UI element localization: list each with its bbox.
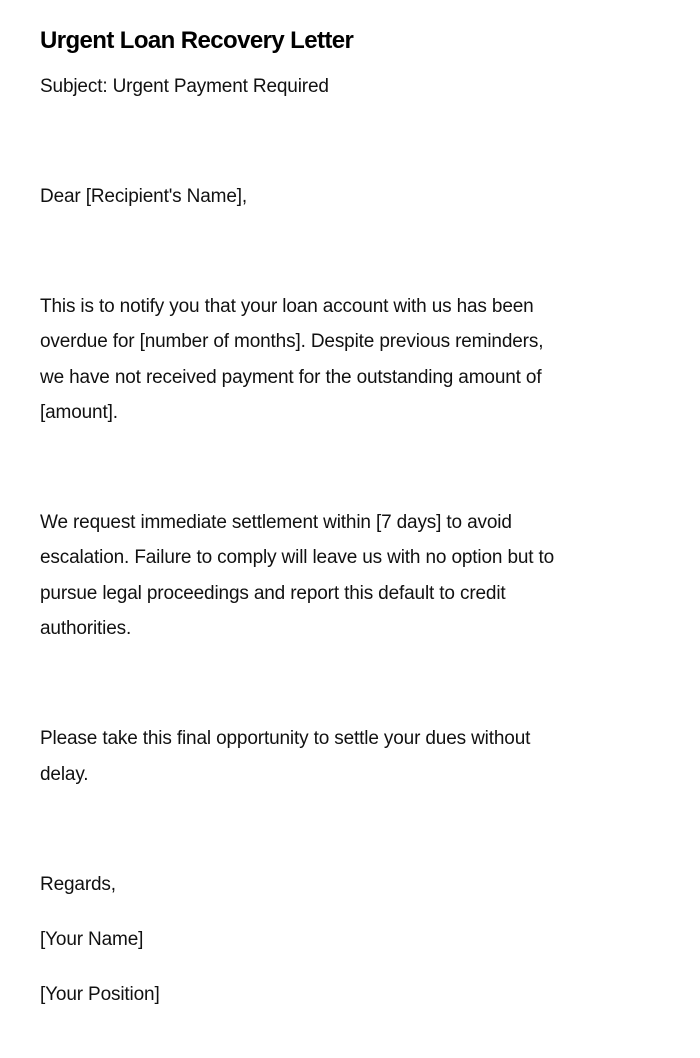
paragraph-line: This is to notify you that your loan account with us has been <box>40 296 534 317</box>
paragraph-line: authorities. <box>40 618 132 639</box>
paragraph-line: escalation. Failure to comply will leave us with no option but to <box>40 547 555 568</box>
paragraph-line: overdue for [number of months]. Despite previous reminders, <box>40 331 544 352</box>
letter-title: Urgent Loan Recovery Letter <box>40 27 354 54</box>
signature-position: [Your Position] <box>40 984 160 1005</box>
letter-subject: Subject: Urgent Payment Required <box>40 76 329 97</box>
letter-salutation: Dear [Recipient's Name], <box>40 186 247 207</box>
paragraph-line: we have not received payment for the outstanding amount of <box>40 367 542 388</box>
paragraph-line: We request immediate settlement within [7 days] to avoid <box>40 512 512 533</box>
signature-name: [Your Name] <box>40 929 144 950</box>
letter-closing: Regards, <box>40 874 116 895</box>
paragraph-line: Please take this final opportunity to settle your dues without <box>40 728 531 749</box>
paragraph-line: [amount]. <box>40 402 118 423</box>
paragraph-line: pursue legal proceedings and report this default to credit <box>40 583 506 604</box>
paragraph-line: delay. <box>40 764 89 785</box>
